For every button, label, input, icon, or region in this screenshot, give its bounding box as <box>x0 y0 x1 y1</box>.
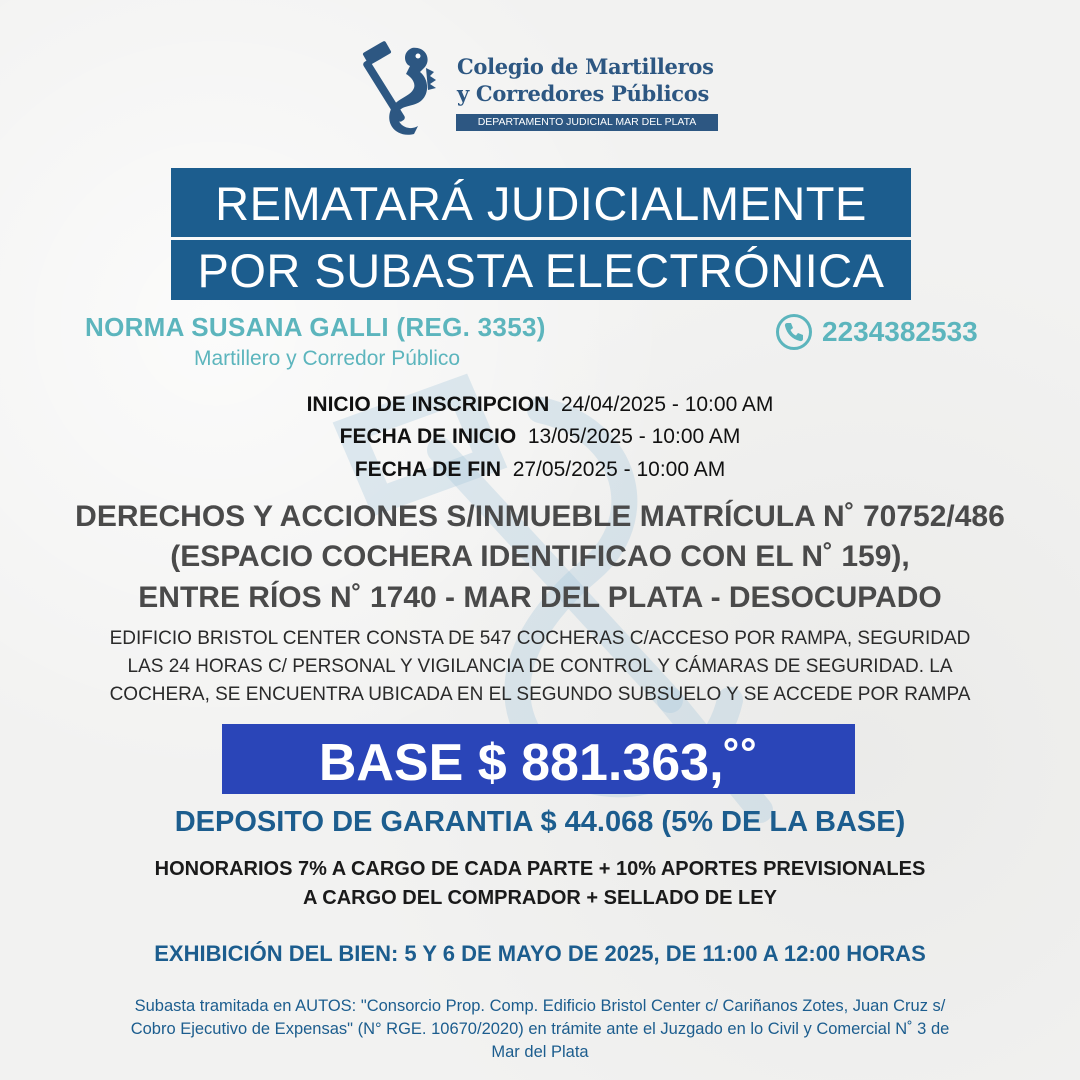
date-value: 24/04/2025 - 10:00 AM <box>560 393 774 416</box>
fees-line-2: A CARGO DEL COMPRADOR + SELLADO DE LEY <box>303 887 777 909</box>
exhibition-info: EXHIBICIÓN DEL BIEN: 5 Y 6 DE MAYO DE 2025, DE 11:00 A 12:00 HORAS <box>154 941 926 966</box>
auctioneer-title: Martillero y Corredor Público <box>194 347 461 370</box>
description-line-1: EDIFICIO BRISTOL CENTER CONSTA DE 547 COCHERAS C/ACCESO POR RAMPA, SEGURIDAD <box>109 628 971 649</box>
logo-title: Colegio de Martilleros <box>457 54 714 79</box>
banner-line-2: POR SUBASTA ELECTRÓNICA <box>171 240 911 300</box>
phone-number[interactable]: 2234382533 <box>822 316 978 347</box>
date-registration-start <box>0 393 1080 417</box>
date-end <box>0 458 1080 482</box>
date-value: 27/05/2025 - 10:00 AM <box>512 458 726 481</box>
date-value: 13/05/2025 - 10:00 AM <box>527 425 741 448</box>
legal-line-3: Mar del Plata <box>491 1043 589 1061</box>
logo-department-band: DEPARTAMENTO JUDICIAL MAR DEL PLATA <box>456 114 718 131</box>
date-label: INICIO DE INSCRIPCION <box>306 393 550 416</box>
description-line-3: COCHERA, SE ENCUENTRA UBICADA EN EL SEGUNDO SUBSUELO Y SE ACCEDE POR RAMPA <box>109 684 971 705</box>
date-label: FECHA DE FIN <box>354 458 502 481</box>
property-line-2: (ESPACIO COCHERA IDENTIFICAO CON EL N˚ 159), <box>170 540 910 573</box>
deposit-guarantee: DEPOSITO DE GARANTIA $ 44.068 (5% DE LA BASE) <box>174 806 906 838</box>
seahorse-gavel-icon <box>360 38 450 138</box>
property-line-3: ENTRE RÍOS N˚ 1740 - MAR DEL PLATA - DESOCUPADO <box>138 581 942 614</box>
phone-icon[interactable] <box>775 313 813 351</box>
legal-line-2: Cobro Ejecutivo de Expensas" (N° RGE. 10670/2020) en trámite ante el Juzgado en lo Civil y Comercial N˚ 3 de <box>130 1020 950 1038</box>
auctioneer-name: NORMA SUSANA GALLI (REG. 3353) <box>85 312 546 342</box>
legal-line-1: Subasta tramitada en AUTOS: "Consorcio Prop. Comp. Edificio Bristol Center c/ Cariñanos Zotes, Juan Cruz s/ <box>134 997 946 1015</box>
description-line-2: LAS 24 HORAS C/ PERSONAL Y VIGILANCIA DE CONTROL Y CÁMARAS DE SEGURIDAD. LA <box>127 656 953 677</box>
banner-line-1: REMATARÁ JUDICIALMENTE <box>171 168 911 237</box>
base-price: BASE $ 881.363,˚˚ <box>222 724 855 794</box>
property-line-1: DERECHOS Y ACCIONES S/INMUEBLE MATRÍCULA N˚ 70752/486 <box>75 500 1005 533</box>
logo <box>360 38 720 138</box>
fees-line-1: HONORARIOS 7% A CARGO DE CADA PARTE + 10% APORTES PREVISIONALES <box>154 858 926 880</box>
date-label: FECHA DE INICIO <box>339 425 517 448</box>
logo-subtitle: y Corredores Públicos <box>457 81 709 106</box>
date-start <box>0 425 1080 449</box>
